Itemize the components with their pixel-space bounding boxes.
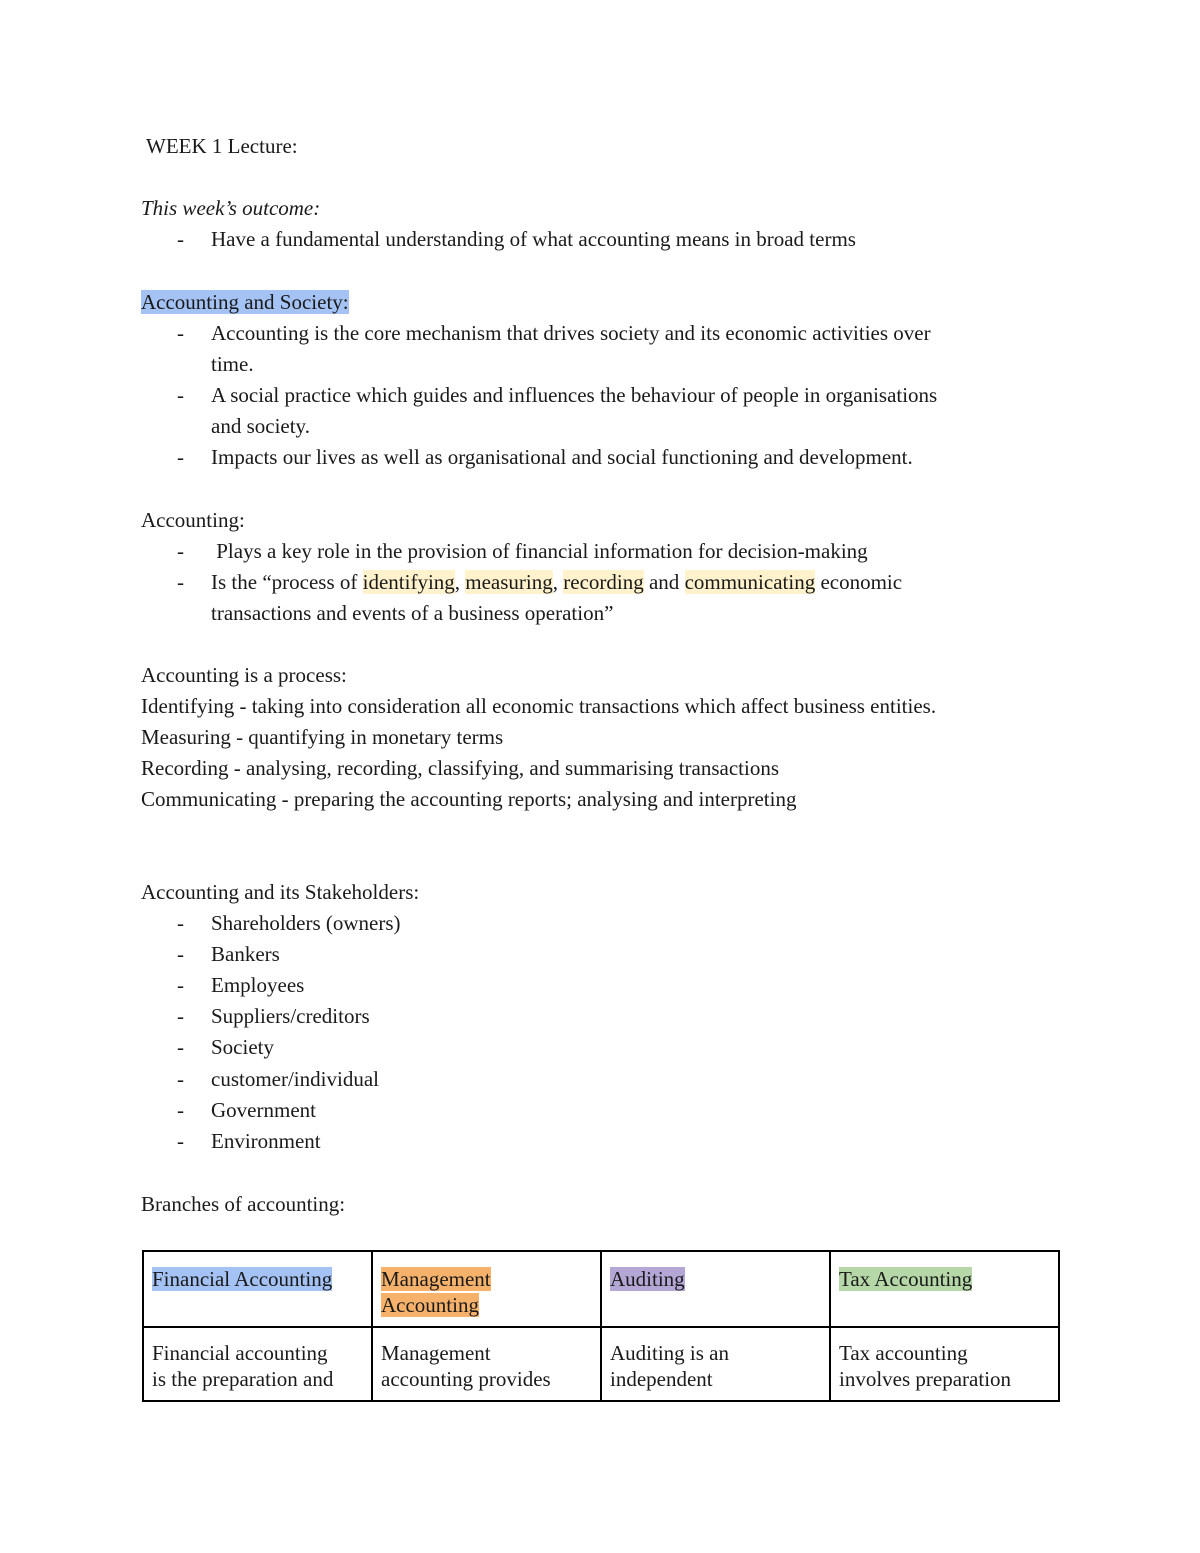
stakeholder-item: Environment [211,1129,321,1153]
header-financial-accounting: Financial Accounting [143,1251,372,1327]
header-management-accounting: Management Accounting [372,1251,601,1327]
stakeholder-item: Suppliers/creditors [211,1004,370,1028]
society-item-2-line-1: A social practice which guides and influences the behaviour of people in organisations [211,383,938,407]
cell-auditing: Auditing is an independent [601,1327,830,1401]
process-communicating: Communicating - preparing the accounting reports; analysing and interpreting [141,787,797,811]
highlight-recording: recording [563,570,644,594]
stakeholder-item: Government [211,1098,316,1122]
page-title: WEEK 1 Lecture: [146,134,298,158]
stakeholder-item: Society [211,1035,274,1059]
bullet-dash: - [177,1035,184,1059]
process-recording: Recording - analysing, recording, classifying, and summarising transactions [141,756,780,780]
bullet-dash: - [177,911,184,935]
cell-financial-accounting: Financial accounting is the preparation and [143,1327,372,1401]
society-item-1-line-2: time. [211,352,254,376]
bullet-dash: - [177,383,184,407]
accounting-item-2-line-1: Is the “process of identifying, measuring, recording and communicating economic [211,570,903,594]
society-item-2-line-2: and society. [211,414,310,438]
accounting-heading: Accounting: [141,508,245,532]
bullet-dash: - [177,1004,184,1028]
branches-table [142,1250,1060,1402]
cell-tax-accounting: Tax accounting involves preparation [830,1327,1059,1401]
highlight-measuring: measuring [465,570,553,594]
process-heading: Accounting is a process: [141,663,347,687]
stakeholders-heading: Accounting and its Stakeholders: [141,880,420,904]
society-heading: Accounting and Society: [141,290,349,314]
outcome-item: Have a fundamental understanding of what accounting means in broad terms [211,227,856,251]
society-item-1-line-1: Accounting is the core mechanism that drives society and its economic activities over [211,321,931,345]
bullet-dash: - [177,227,184,251]
bullet-dash: - [177,570,184,594]
bullet-dash: - [177,445,184,469]
accounting-item-1: Plays a key role in the provision of financial information for decision-making [211,539,868,563]
process-identifying: Identifying - taking into consideration all economic transactions which affect business entities. [141,694,937,718]
stakeholder-item: Shareholders (owners) [211,911,401,935]
bullet-dash: - [177,539,184,563]
highlight-identifying: identifying [362,570,455,594]
header-tax-accounting: Tax Accounting [830,1251,1059,1327]
bullet-dash: - [177,1067,184,1091]
bullet-dash: - [177,1098,184,1122]
table-header-row [143,1251,1059,1327]
header-auditing: Auditing [601,1251,830,1327]
society-item-3: Impacts our lives as well as organisational and social functioning and development. [211,445,913,469]
stakeholder-item: Employees [211,973,305,997]
outcome-heading: This week’s outcome: [141,196,321,220]
bullet-dash: - [177,973,184,997]
accounting-item-2-line-2: transactions and events of a business operation” [211,601,614,625]
stakeholder-item: customer/individual [211,1067,379,1091]
bullet-dash: - [177,942,184,966]
branches-heading: Branches of accounting: [141,1192,346,1216]
cell-management-accounting: Management accounting provides [372,1327,601,1401]
stakeholder-item: Bankers [211,942,280,966]
highlight-communicating: communicating [684,570,816,594]
process-measuring: Measuring - quantifying in monetary terms [141,725,504,749]
bullet-dash: - [177,321,184,345]
bullet-dash: - [177,1129,184,1153]
table-row [143,1327,1059,1401]
